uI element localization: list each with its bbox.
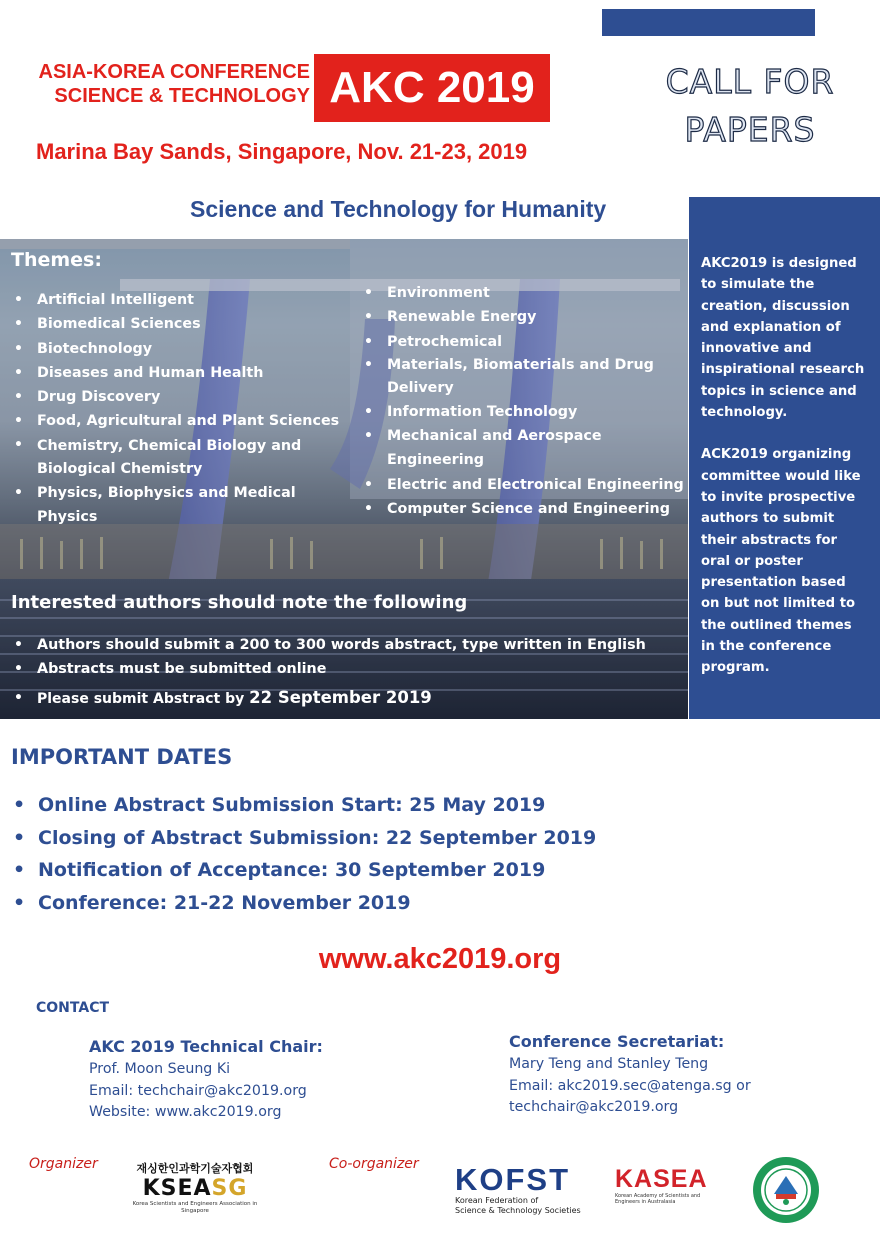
theme-item: • Information Technology: [360, 400, 685, 424]
conference-name: [10, 60, 310, 108]
chair-heading: AKC 2019 Technical Chair:: [89, 1037, 323, 1056]
themes-list-right: [360, 281, 685, 521]
technical-chair-block: [89, 1035, 323, 1124]
intro-paragraph-1: AKC2019 is designed to simulate the creation, discussion and explanation of innovative and inspirational research topics in science and technology.: [701, 256, 865, 421]
conference-subtitle: Science and Technology for Humanity: [190, 196, 607, 222]
kasea-wordmark: KASEA: [615, 1165, 708, 1193]
kofst-wordmark: KOFST: [455, 1162, 571, 1197]
theme-item: • Physics, Biophysics and Medical Physics: [10, 481, 340, 530]
website-link[interactable]: www.akc2019.org: [318, 943, 562, 975]
kofst-logo: [455, 1164, 585, 1216]
secretariat-heading: Conference Secretariat:: [509, 1032, 725, 1051]
kasea-full-name: Korean Academy of Scientists and Engineers in Australasia: [615, 1193, 701, 1205]
theme-item: • Environment: [360, 281, 685, 305]
kcsea-seal-icon: [752, 1156, 820, 1224]
theme-item: • Petrochemical: [360, 330, 685, 354]
note-item: • Authors should submit a 200 to 300 words abstract, type written in English: [10, 633, 680, 657]
conference-name-line2: SCIENCE & TECHNOLOGY: [54, 85, 310, 107]
theme-item: • Food, Agricultural and Plant Sciences: [10, 409, 340, 433]
chair-website[interactable]: Website: www.akc2019.org: [89, 1104, 282, 1120]
note-item-deadline: [10, 682, 680, 715]
secretariat-email-alt[interactable]: techchair@akc2019.org: [509, 1099, 679, 1115]
secretariat-names: Mary Teng and Stanley Teng: [509, 1056, 709, 1072]
important-dates-heading: IMPORTANT DATES: [11, 745, 233, 769]
conference-name-line1: ASIA-KOREA CONFERENCE: [38, 61, 310, 83]
important-dates-list: [12, 789, 596, 919]
theme-item: • Biomedical Sciences: [10, 312, 340, 336]
deadline-date: 22 September 2019: [249, 687, 432, 707]
organizer-label: Organizer: [29, 1156, 98, 1172]
theme-item: • Computer Science and Engineering: [360, 497, 685, 521]
notes-heading: Interested authors should note the following: [11, 592, 468, 613]
coorganizer-label: Co-organizer: [329, 1156, 419, 1172]
call-for-papers: [650, 58, 850, 154]
kseasg-wordmark: KSEASG: [142, 1176, 248, 1201]
theme-item: • Electric and Electronical Engineering: [360, 473, 685, 497]
intro-paragraph-2: ACK2019 organizing committee would like to invite prospective authors to submit their abstracts for oral or poster presentation based on but not limited to the outlined themes in the conference program.: [701, 447, 861, 676]
akc-badge: AKC 2019: [314, 54, 550, 122]
call-line2: PAPERS: [684, 110, 816, 149]
top-color-bar: [602, 9, 815, 36]
date-item: • Closing of Abstract Submission: 22 September 2019: [12, 822, 596, 855]
theme-item: • Biotechnology: [10, 337, 340, 361]
theme-item: • Drug Discovery: [10, 385, 340, 409]
intro-sidebar: [689, 197, 880, 719]
date-item: • Notification of Acceptance: 30 September 2019: [12, 854, 596, 887]
theme-item: • Materials, Biomaterials and Drug Delivery: [360, 354, 685, 400]
theme-item: • Renewable Energy: [360, 305, 685, 329]
kseasg-korean-name: 재싱한인과학기술자협회: [136, 1162, 254, 1175]
themes-list-left: [10, 288, 340, 529]
chair-name: Prof. Moon Seung Ki: [89, 1061, 231, 1077]
theme-item: • Chemistry, Chemical Biology and Biological Chemistry: [10, 434, 340, 481]
secretariat-block: [509, 1030, 751, 1119]
note-item: • Abstracts must be submitted online: [10, 657, 680, 681]
theme-item: • Diseases and Human Health: [10, 361, 340, 385]
date-item: • Conference: 21-22 November 2019: [12, 887, 596, 920]
secretariat-email[interactable]: Email: akc2019.sec@atenga.sg or: [509, 1077, 751, 1094]
chair-email[interactable]: Email: techchair@akc2019.org: [89, 1082, 307, 1099]
contact-heading: CONTACT: [36, 1000, 110, 1016]
venue-date: Marina Bay Sands, Singapore, Nov. 21-23, 2019: [36, 139, 528, 164]
call-line1: CALL FOR: [665, 62, 835, 101]
themes-heading: Themes:: [11, 249, 102, 271]
kseasg-full-name: Korea Scientists and Engineers Association in Singapore: [132, 1201, 258, 1214]
notes-list: [10, 633, 680, 715]
theme-item: • Mechanical and Aerospace Engineering: [360, 424, 685, 473]
date-item: • Online Abstract Submission Start: 25 May 2019: [12, 789, 596, 822]
kofst-sub1: Korean Federation of: [455, 1196, 539, 1205]
kseasg-logo: [130, 1160, 260, 1215]
deadline-prefix: Please submit Abstract by: [37, 690, 245, 707]
theme-item: • Artificial Intelligent: [10, 288, 340, 312]
kofst-sub2: Science & Technology Societies: [455, 1206, 581, 1215]
kasea-logo: [615, 1165, 715, 1205]
